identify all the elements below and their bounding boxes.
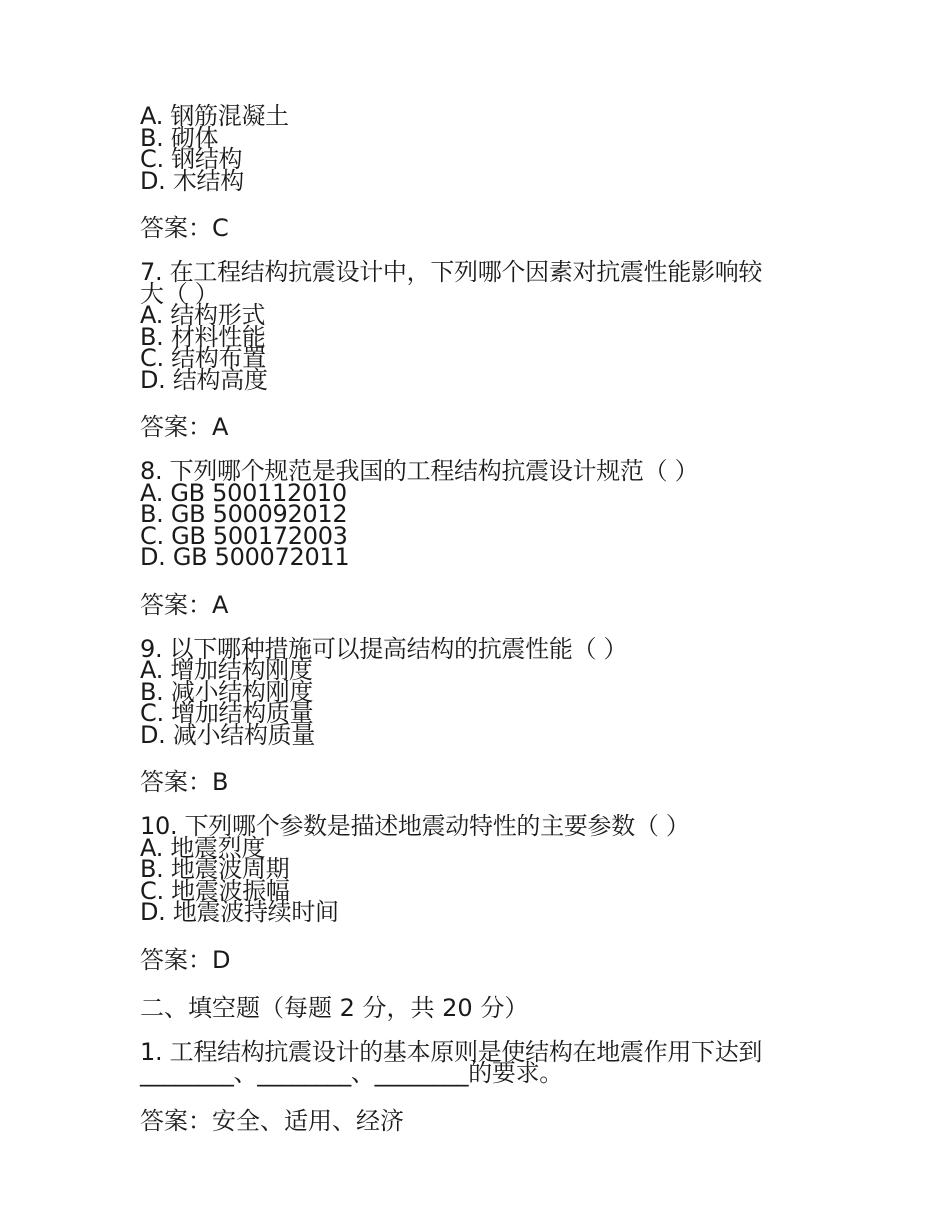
q6-option-a: A. 钢筋混凝土 bbox=[140, 102, 289, 130]
question-6 bbox=[140, 102, 800, 242]
q7-option-a: A. 结构形式 bbox=[140, 301, 266, 329]
section-2-heading: 二、填空题（每题 2 分，共 20 分） bbox=[140, 993, 529, 1022]
q10-stem: 10. 下列哪个参数是描述地震动特性的主要参数（ ） bbox=[140, 812, 690, 840]
q6-option-d: D. 木结构 bbox=[140, 166, 244, 195]
q8-option-d: D. GB 500072011 bbox=[140, 543, 350, 571]
q10-option-c: C. 地震波振幅 bbox=[140, 876, 290, 905]
fill1-stem-line2: ________、________、________的要求。 bbox=[140, 1059, 563, 1087]
q8-option-b: B. GB 500092012 bbox=[140, 500, 348, 528]
q9-option-d: D. 减小结构质量 bbox=[140, 720, 316, 749]
q7-stem-line1: 7. 在工程结构抗震设计中，下列哪个因素对抗震性能影响较 bbox=[140, 258, 763, 286]
q10-option-b: B. 地震波周期 bbox=[140, 855, 290, 883]
q8-option-a: A. GB 500112010 bbox=[140, 478, 347, 507]
q7-option-b: B. 材料性能 bbox=[140, 322, 266, 351]
document-page bbox=[140, 102, 800, 1155]
q10-option-d: D. 地震波持续时间 bbox=[140, 898, 339, 926]
fill1-stem-line1: 1. 工程结构抗震设计的基本原则是使结构在地震作用下达到 bbox=[140, 1037, 763, 1066]
q9-stem: 9. 以下哪种措施可以提高结构的抗震性能（ ） bbox=[140, 634, 628, 663]
fill-question-1 bbox=[140, 1037, 800, 1135]
q9-answer: 答案：B bbox=[140, 768, 229, 796]
question-10 bbox=[140, 812, 800, 974]
q7-answer: 答案：A bbox=[140, 413, 229, 441]
q7-stem-line2: 大（ ） bbox=[140, 279, 219, 308]
q7-option-c: C. 结构布置 bbox=[140, 344, 266, 372]
q10-option-a: A. 地震烈度 bbox=[140, 833, 266, 862]
q6-answer: 答案：C bbox=[140, 214, 229, 242]
question-7 bbox=[140, 258, 800, 441]
q8-stem: 8. 下列哪个规范是我国的工程结构抗震设计规范（ ） bbox=[140, 457, 699, 485]
q6-option-c: C. 钢结构 bbox=[140, 145, 243, 173]
q9-option-c: C. 增加结构质量 bbox=[140, 699, 314, 727]
q6-option-b: B. 砌体 bbox=[140, 123, 219, 152]
q9-option-b: B. 减小结构刚度 bbox=[140, 677, 314, 706]
q8-answer: 答案：A bbox=[140, 590, 229, 619]
question-9 bbox=[140, 634, 800, 797]
question-8 bbox=[140, 457, 800, 619]
q8-option-c: C. GB 500172003 bbox=[140, 521, 348, 550]
fill1-answer: 答案：安全、适用、经济 bbox=[140, 1106, 404, 1135]
q10-answer: 答案：D bbox=[140, 945, 231, 974]
q9-option-a: A. 增加结构刚度 bbox=[140, 656, 313, 684]
q7-option-d: D. 结构高度 bbox=[140, 365, 268, 394]
